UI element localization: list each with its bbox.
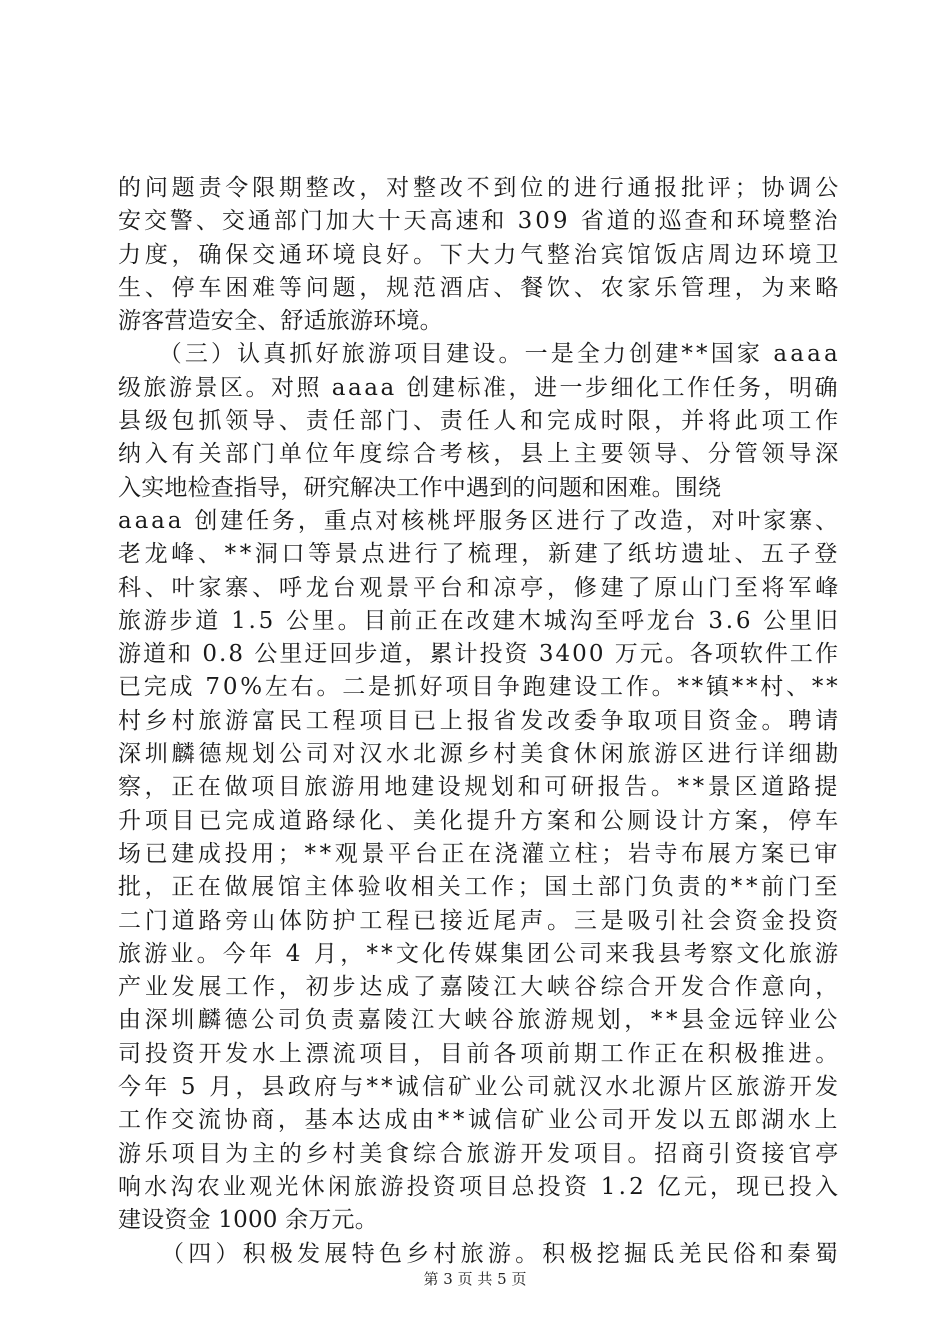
- text-line: 深圳麟德规划公司对汉水北源乡村美食休闲旅游区进行详细勘: [118, 741, 843, 768]
- text-line: 工作交流协商，基本达成由**诚信矿业公司开发以五郎湖水上: [118, 1107, 842, 1134]
- text-line: 已完成 70%左右。二是抓好项目争跑建设工作。**镇**村、**: [118, 674, 841, 701]
- text-line: 察，正在做项目旅游用地建设规划和可研报告。**景区道路提: [118, 774, 842, 801]
- text-line: 纳入有关部门单位年度综合考核，县上主要领导、分管领导深: [118, 441, 843, 468]
- body-text: [118, 172, 843, 1271]
- text-line: 旅游步道 1.5 公里。目前正在改建木城沟至呼龙台 3.6 公里旧: [118, 607, 841, 634]
- text-line: 级旅游景区。对照 aaaa 创建标准，进一步细化工作任务，明确: [118, 374, 840, 401]
- text-line: 科、叶家寨、呼龙台观景平台和凉亭，修建了原山门至将军峰: [118, 574, 843, 601]
- text-line: 游客营造安全、舒适旅游环境。: [118, 308, 443, 335]
- text-line: 的问题责令限期整改，对整改不到位的进行通报批评；协调公: [118, 175, 843, 201]
- text-line: 安交警、交通部门加大十天高速和 309 省道的巡查和环境整治: [118, 208, 841, 235]
- text-line: 力度，确保交通环境良好。下大力气整治宾馆饭店周边环境卫: [118, 241, 843, 268]
- text-line: 场已建成投用；**观景平台正在浇灌立柱；岩寺布展方案已审: [118, 840, 842, 867]
- text-line: 建设资金 1000 余万元。: [118, 1207, 378, 1234]
- text-line: 响水沟农业观光休闲旅游投资项目总投资 1.2 亿元，现已投入: [118, 1173, 842, 1200]
- text-line: 批，正在做展馆主体验收相关工作；国土部门负责的**前门至: [118, 874, 842, 901]
- text-line: （四）积极发展特色乡村旅游。积极挖掘氐羌民俗和秦蜀: [118, 1240, 842, 1267]
- text-line: 司投资开发水上漂流项目，目前各项前期工作正在积极推进。: [118, 1040, 843, 1067]
- text-line: 产业发展工作，初步达成了嘉陵江大峡谷综合开发合作意向，: [118, 974, 843, 1001]
- text-line: aaaa 创建任务，重点对核桃坪服务区进行了改造，对叶家寨、: [118, 507, 841, 534]
- text-line: 入实地检查指导，研究解决工作中遇到的问题和困难。围绕: [118, 474, 722, 501]
- text-line: 升项目已完成道路绿化、美化提升方案和公厕设计方案，停车: [118, 807, 843, 834]
- text-line: 县级包抓领导、责任部门、责任人和完成时限，并将此项工作: [118, 408, 843, 435]
- text-line: 旅游业。今年 4 月，**文化传媒集团公司来我县考察文化旅游: [118, 940, 842, 967]
- text-line: 今年 5 月，县政府与**诚信矿业公司就汉水北源片区旅游开发: [118, 1074, 842, 1101]
- text-line: 生、停车困难等问题，规范酒店、餐饮、农家乐管理，为来略: [118, 274, 843, 301]
- text-line: 老龙峰、**洞口等景点进行了梳理，新建了纸坊遗址、五子登: [118, 541, 842, 568]
- text-line: 游乐项目为主的乡村美食综合旅游开发项目。招商引资接官亭: [118, 1140, 843, 1167]
- text-line: （三）认真抓好旅游项目建设。一是全力创建**国家 aaaa: [118, 341, 841, 368]
- page-footer: 第 3 页 共 5 页: [423, 1270, 527, 1288]
- text-line: 村乡村旅游富民工程项目已上报省发改委争取项目资金。聘请: [118, 707, 843, 734]
- text-line: 二门道路旁山体防护工程已接近尾声。三是吸引社会资金投资: [118, 907, 843, 934]
- text-line: 游道和 0.8 公里迂回步道，累计投资 3400 万元。各项软件工作: [118, 641, 840, 668]
- text-line: 由深圳麟德公司负责嘉陵江大峡谷旅游规划，**县金远锌业公: [118, 1007, 842, 1034]
